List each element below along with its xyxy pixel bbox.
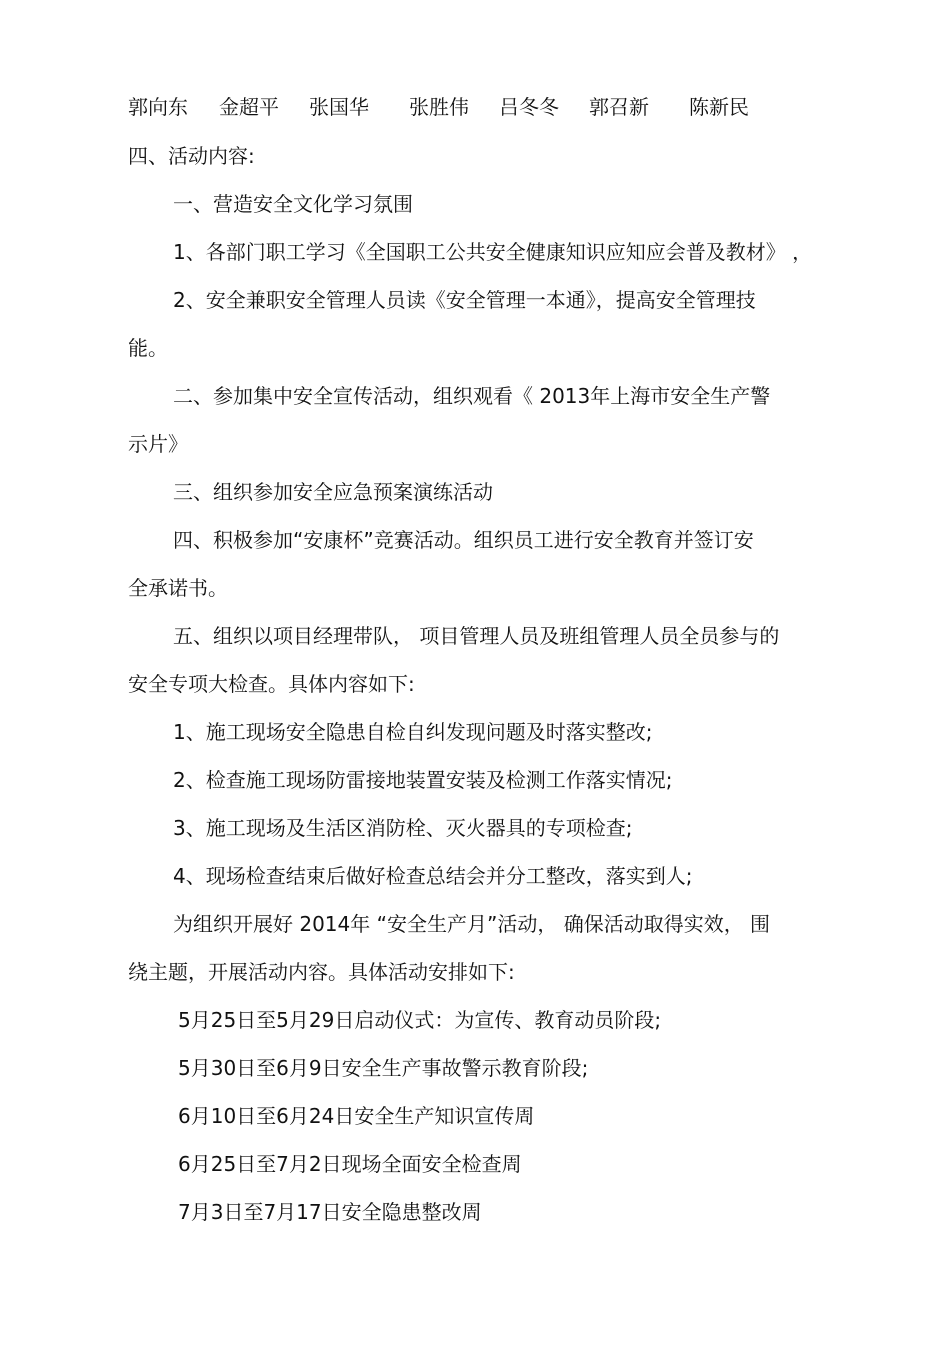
paragraph-line: 2、安全兼职安全管理人员读《安全管理一本通》，提高安全管理技 (173, 288, 756, 312)
name-5: 吕冬冬 (499, 95, 559, 119)
paragraph-line: 二、参加集中安全宣传活动，组织观看《 2013年上海市安全生产警 (173, 384, 771, 408)
paragraph-line: 全承诺书。 (128, 576, 228, 600)
name-4: 张胜伟 (409, 95, 469, 119)
section-heading: 四、活动内容: (128, 144, 255, 168)
paragraph-line: 示片》 (128, 432, 188, 456)
schedule-line: 6月25日至7月2日现场全面安全检查周 (178, 1152, 522, 1176)
paragraph-line: 1、各部门职工学习《全国职工公共安全健康知识应知应会普及教材》 ， (173, 240, 813, 264)
paragraph-line: 2、检查施工现场防雷接地装置安装及检测工作落实情况; (173, 768, 673, 792)
paragraph-line: 一、营造安全文化学习氛围 (173, 192, 413, 216)
paragraph-line: 三、组织参加安全应急预案演练活动 (173, 480, 493, 504)
paragraph-line: 安全专项大检查。具体内容如下: (128, 672, 415, 696)
participant-names (0, 95, 950, 119)
schedule-line: 5月25日至5月29日启动仪式：为宣传、教育动员阶段; (178, 1008, 662, 1032)
paragraph-line: 四、积极参加“安康杯”竞赛活动。组织员工进行安全教育并签订安 (173, 528, 754, 552)
schedule-line: 5月30日至6月9日安全生产事故警示教育阶段; (178, 1056, 589, 1080)
schedule-line: 7月3日至7月17日安全隐患整改周 (178, 1200, 482, 1224)
paragraph-line: 4、现场检查结束后做好检查总结会并分工整改，落实到人; (173, 864, 693, 888)
name-7: 陈新民 (689, 95, 749, 119)
name-6: 郭召新 (589, 95, 649, 119)
paragraph-line: 3、施工现场及生活区消防栓、灭火器具的专项检查; (173, 816, 633, 840)
name-2: 金超平 (219, 95, 279, 119)
paragraph-line: 五、组织以项目经理带队， 项目管理人员及班组管理人员全员参与的 (173, 624, 780, 648)
paragraph-line: 绕主题，开展活动内容。具体活动安排如下: (128, 960, 515, 984)
name-1: 郭向东 (128, 95, 188, 119)
name-3: 张国华 (309, 95, 369, 119)
paragraph-line: 为组织开展好 2014年 “安全生产月”活动， 确保活动取得实效， 围 (173, 912, 771, 936)
paragraph-line: 1、施工现场安全隐患自检自纠发现问题及时落实整改; (173, 720, 653, 744)
paragraph-line: 能。 (128, 336, 168, 360)
schedule-line: 6月10日至6月24日安全生产知识宣传周 (178, 1104, 535, 1128)
